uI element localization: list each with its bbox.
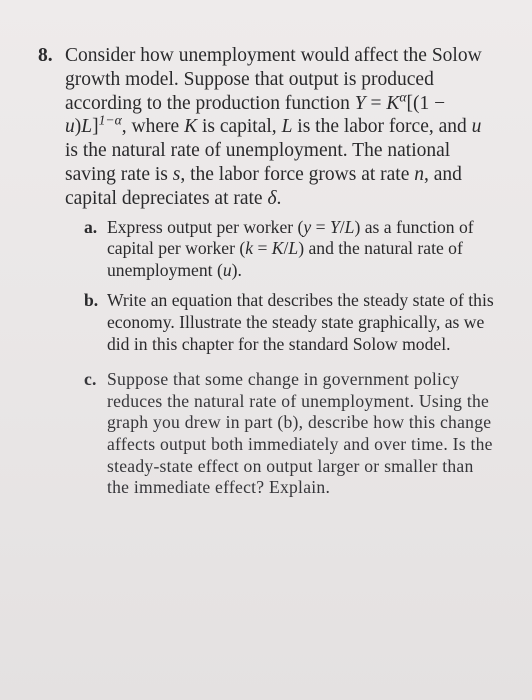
problem-8	[38, 44, 494, 508]
var-u: u	[222, 259, 232, 280]
period: .	[276, 187, 282, 209]
part-c-text: Suppose that some change in government policy reduces the natural rate of unemployment. Using the graph you drew in part (b), describe how this change affects output both immediately and over time. Is the steady-state effect on output larger or smaller than the immediate effect? Explain.	[107, 369, 493, 498]
var-L: L	[81, 116, 93, 138]
part-a-text-run: ) as a function of capital per worker (	[107, 216, 474, 259]
var-K: K	[386, 92, 400, 114]
part-c	[84, 369, 498, 499]
var-L: L	[344, 216, 355, 237]
stem-text: , where	[121, 116, 185, 138]
problem-number: 8.	[38, 45, 53, 66]
var-K: K	[271, 238, 284, 259]
var-s: s	[172, 163, 181, 185]
stem-text: is capital,	[197, 116, 282, 138]
stem-text: is the labor force, and	[292, 116, 472, 138]
var-L: L	[281, 116, 293, 138]
exponent-alpha: α	[399, 89, 407, 105]
var-K: K	[184, 116, 198, 138]
equals: =	[311, 216, 330, 237]
part-a-text	[107, 217, 498, 282]
stem-text: , the labor force grows at rate	[180, 163, 415, 185]
bracket-open: [(1 −	[406, 92, 446, 114]
part-a	[84, 217, 498, 282]
problem-stem-row	[38, 44, 488, 211]
var-y: y	[303, 216, 312, 237]
var-L: L	[288, 238, 299, 259]
var-u: u	[65, 116, 75, 138]
problem-parts	[84, 217, 498, 499]
stem-text: Consider how unemployment would affect the Solow growth model. Suppose that output is produced according to the production function	[65, 45, 482, 114]
bracket-close: ]	[92, 116, 99, 138]
part-b-label: b.	[84, 290, 99, 311]
part-b	[84, 290, 498, 355]
var-u: u	[471, 116, 482, 138]
var-k: k	[245, 238, 254, 259]
stem-text: , and capital depreciates at rate	[65, 163, 462, 209]
var-Y: Y	[329, 216, 340, 237]
paren-close: )	[74, 116, 82, 138]
slash: /	[283, 238, 289, 259]
stem-text: is the natural rate of unemployment. The national saving rate is	[65, 140, 451, 185]
part-b-text: Write an equation that describes the steady state of this economy. Illustrate the steady state graphically, as we did in this chapter for the standard Solow model.	[107, 290, 494, 354]
problem-stem	[65, 44, 488, 211]
part-a-text-run: ).	[231, 259, 242, 280]
part-a-text-run: ) and the natural rate of unemployment (	[107, 238, 463, 280]
equals: =	[253, 238, 272, 259]
equals: =	[365, 92, 387, 114]
exponent-one-minus-alpha: 1−α	[98, 112, 122, 128]
part-c-label: c.	[84, 369, 97, 390]
var-delta: δ	[267, 187, 277, 209]
part-a-label: a.	[84, 216, 98, 237]
part-a-text-run: Express output per worker (	[107, 216, 304, 237]
var-Y: Y	[354, 92, 366, 114]
var-n: n	[414, 163, 425, 185]
slash: /	[339, 216, 345, 237]
